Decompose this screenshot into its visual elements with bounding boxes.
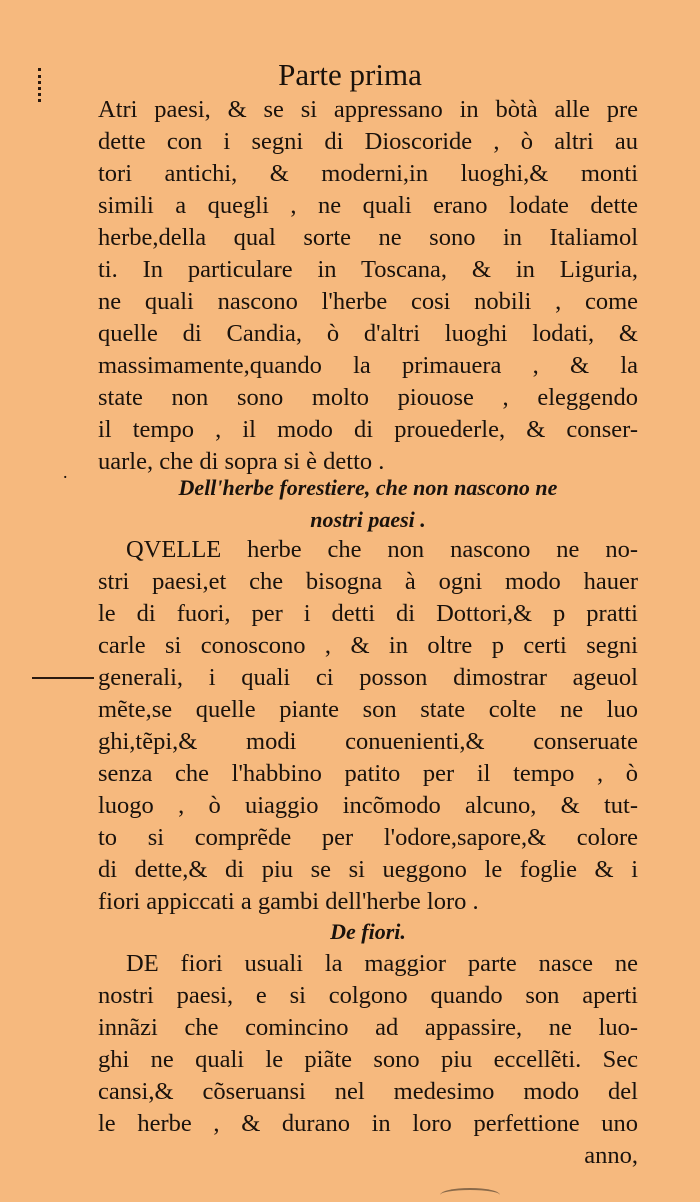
text-line: massimamente,quando la primauera , & la — [98, 352, 638, 379]
text-line: QVELLE herbe che non nascono ne no- — [126, 536, 638, 563]
paragraph-continuation — [98, 94, 638, 478]
text-line: DE fiori usuali la maggior parte nasce ne — [126, 950, 638, 977]
margin-pointer-mark — [32, 677, 94, 679]
text-line: fiori appiccati a gambi dell'herbe loro . — [98, 888, 479, 915]
text-line: ti. In particulare in Toscana, & in Liguria, — [98, 256, 638, 283]
text-line: simili a quegli , ne quali erano lodate dette — [98, 192, 638, 219]
section-heading-forestiere — [98, 472, 638, 536]
text-line: le herbe , & durano in loro perfettione uno — [98, 1110, 638, 1137]
section-heading-fiori — [98, 916, 638, 948]
text-line: generali, i quali ci posson dimostrar ageuol — [98, 664, 638, 691]
paragraph-fiori — [98, 948, 638, 1172]
paragraph-forestiere — [98, 534, 638, 918]
text-line: carle si conoscono , & in oltre p certi segni — [98, 632, 638, 659]
text-line: luogo , ò uiaggio incõmodo alcuno, & tut- — [98, 792, 638, 819]
text-line: ghi,tẽpi,& modi conuenienti,& conseruate — [98, 728, 638, 755]
text-line: nostri paesi, e si colgono quando son aperti — [98, 982, 638, 1009]
heading-line: De fiori. — [330, 919, 406, 944]
text-line: senza che l'habbino patito per il tempo , ò — [98, 760, 638, 787]
text-line: quelle di Candia, ò d'altri luoghi lodati, & — [98, 320, 638, 347]
text-line: cansi,& cõseruansi nel medesimo modo del — [98, 1078, 638, 1105]
text-line: stri paesi,et che bisogna à ogni modo hauer — [98, 568, 638, 595]
catchword: anno, — [584, 1142, 638, 1169]
heading-line: nostri paesi . — [310, 507, 426, 532]
text-line: ne quali nascono l'herbe cosi nobili , come — [98, 288, 638, 315]
text-line: di dette,& di piu se si ueggono le foglie & i — [98, 856, 638, 883]
text-line: tori antichi, & moderni,in luoghi,& monti — [98, 160, 638, 187]
text-line: ghi ne quali le piãte sono piu eccellẽti. Sec — [98, 1046, 638, 1073]
text-line: herbe,della qual sorte ne sono in Italiamol — [98, 224, 638, 251]
running-header: Parte prima — [278, 57, 422, 92]
text-line: state non sono molto piouose , eleggendo — [98, 384, 638, 411]
text-line: uarle, che di sopra si è detto . — [98, 448, 385, 475]
page-edge-mark — [440, 1188, 500, 1202]
text-line: le di fuori, per i detti di Dottori,& p pratti — [98, 600, 638, 627]
text-line: innãzi che comincino ad appassire, ne luo- — [98, 1014, 638, 1041]
text-line: dette con i segni di Dioscoride , ò altri au — [98, 128, 638, 155]
text-line: Atri paesi, & se si appressano in bòtà alle pre — [98, 96, 638, 123]
text-line: il tempo , il modo di prouederle, & conser- — [98, 416, 638, 443]
text-line: to si comprẽde per l'odore,sapore,& colore — [98, 824, 638, 851]
margin-dot: . — [63, 462, 68, 482]
heading-line: Dell'herbe forestiere, che non nascono ne — [178, 475, 558, 500]
text-line: mẽte,se quelle piante son state colte ne luo — [98, 696, 638, 723]
